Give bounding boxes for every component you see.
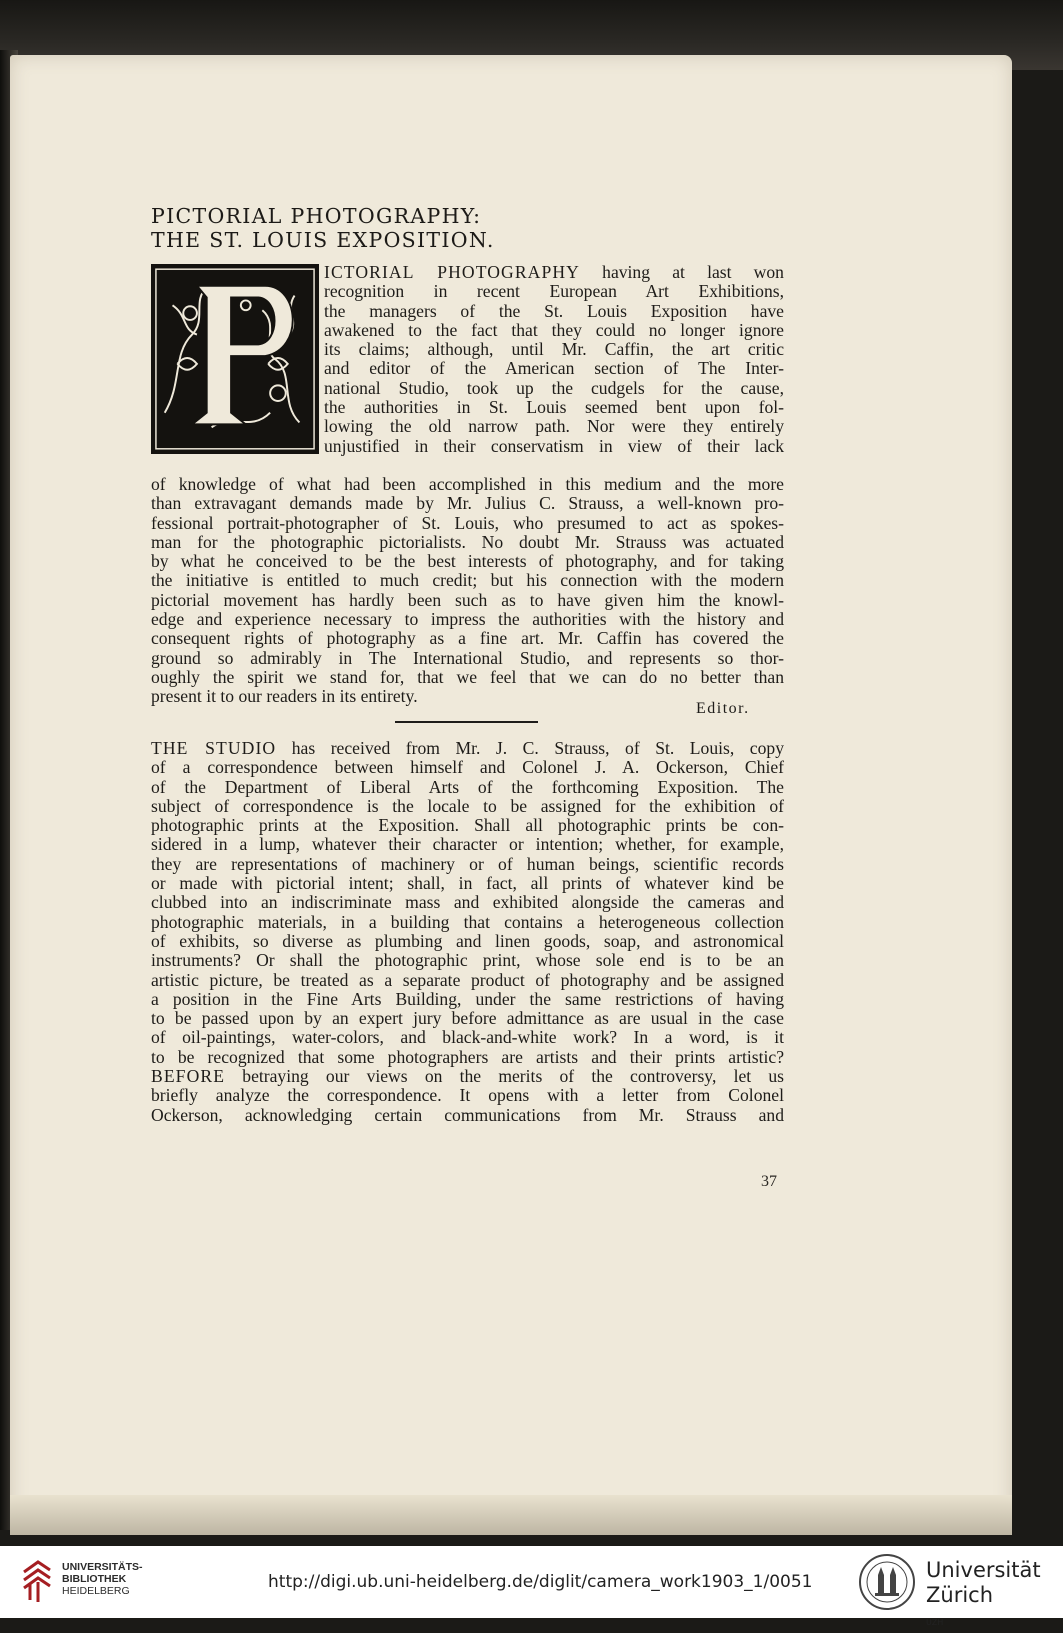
- uzh-abbrev: UZH: [926, 1618, 944, 1627]
- body-line: they are representations of machinery or of human beings, scientific records: [151, 853, 784, 874]
- body-line: briefly analyze the correspondence. It opens with a letter from Colonel: [151, 1085, 784, 1106]
- uzh-seal-icon: [858, 1553, 916, 1611]
- uzh-line1: Universität: [926, 1558, 1041, 1582]
- uzh-line2: Zürich: [926, 1583, 994, 1607]
- intro-full-line: consequent rights of photography as a fine art. Mr. Caffin has covered the: [151, 628, 784, 649]
- intro-full-line: present it to our readers in its entirety.: [151, 686, 418, 707]
- body2-lead-small-caps: BEFORE: [151, 1066, 226, 1087]
- body-line: of the Department of Liberal Arts of the forthcoming Exposition. The: [151, 776, 784, 797]
- intro-paragraph-full: [151, 475, 784, 707]
- body-line: to be recognized that some photographers are artists and their prints artistic?: [151, 1046, 784, 1067]
- intro-full-line: ground so admirably in The International Studio, and represents so thor-: [151, 647, 784, 668]
- intro-line: and editor of the American section of The Inter-: [324, 358, 784, 379]
- intro-line: the authorities in St. Louis seemed bent upon fol-: [324, 397, 784, 418]
- intro-line-text: having at last won: [579, 262, 784, 282]
- intro-full-line: fessional portrait-photographer of St. Louis, who presumed to act as spokes-: [151, 512, 784, 533]
- ornamental-dropcap-p-icon: [153, 266, 317, 452]
- body-line: artistic picture, be treated as a separate product of photography and be assigned: [151, 969, 784, 990]
- permalink-url[interactable]: http://digi.ub.uni-heidelberg.de/diglit/camera_work1903_1/0051: [268, 1572, 813, 1592]
- body-line: to be passed upon by an expert jury before admittance as are usual in the case: [151, 1008, 784, 1029]
- uzh-name: [926, 1558, 1041, 1633]
- body-line: instruments? Or shall the photographic print, whose sole end is to be an: [151, 950, 784, 971]
- body-line: photographic materials, in a building that contains a heterogeneous collection: [151, 911, 784, 932]
- title-line-1: PICTORIAL PHOTOGRAPHY:: [151, 204, 482, 228]
- body-line: of exhibits, so diverse as plumbing and linen goods, soap, and astronomical: [151, 930, 784, 951]
- body-line: or made with pictorial intent; shall, in fact, all prints of whatever kind be: [151, 873, 784, 894]
- body-paragraph: [151, 739, 784, 1125]
- viewer-footer: [0, 1546, 1063, 1627]
- body-line: Ockerson, acknowledging certain communications from Mr. Strauss and: [151, 1104, 784, 1125]
- section-divider: [395, 721, 538, 723]
- body-line: [151, 1067, 784, 1086]
- body-line-text: has received from Mr. J. C. Strauss, of St. Louis, copy: [276, 738, 784, 758]
- intro-full-line: pictorial movement has hardly been such as to have given him the knowl-: [151, 589, 784, 610]
- ub-heidelberg-name: [62, 1561, 143, 1597]
- intro-full-line: edge and experience necessary to impress the authorities with the history and: [151, 609, 784, 630]
- body-line: subject of correspondence is the locale to be assigned for the exhibition of: [151, 795, 784, 816]
- body-line: of oil-paintings, water-colors, and black-and-white work? In a word, is it: [151, 1027, 784, 1048]
- body-line: a position in the Fine Arts Building, under the same restrictions of having: [151, 988, 784, 1009]
- ornamental-dropcap: [151, 264, 319, 454]
- body-line: sidered in a lump, whatever their character or intention; whether, for example,: [151, 834, 784, 855]
- intro-full-line: by what he conceived to be the best interests of photography, and for taking: [151, 551, 784, 572]
- intro-line: [324, 263, 784, 282]
- intro-full-line: than extravagant demands made by Mr. Julius C. Strauss, a well-known pro-: [151, 493, 784, 514]
- intro-full-line: oughly the spirit we stand for, that we feel that we can do no better than: [151, 666, 784, 687]
- body-line-text: betraying our views on the merits of the controversy, let us: [225, 1066, 784, 1087]
- ub-name-line1: UNIVERSITÄTS-: [62, 1561, 143, 1573]
- page-number: 37: [761, 1173, 777, 1190]
- intro-lead-small-caps: ICTORIAL PHOTOGRAPHY: [324, 262, 580, 282]
- ub-name-line3: HEIDELBERG: [62, 1585, 130, 1597]
- editor-signature: Editor.: [696, 700, 750, 717]
- ub-heidelberg-logo-icon: [20, 1558, 54, 1604]
- body-line: of a correspondence between himself and Colonel J. A. Ockerson, Chief: [151, 757, 784, 778]
- intro-line: awakened to the fact that they could no longer ignore: [324, 319, 784, 340]
- intro-line: national Studio, took up the cudgels for the cause,: [324, 377, 784, 398]
- body-lead-small-caps: THE STUDIO: [151, 738, 277, 758]
- intro-line: recognition in recent European Art Exhibitions,: [324, 281, 784, 302]
- intro-line: its claims; although, until Mr. Caffin, the art critic: [324, 339, 784, 360]
- intro-line: the managers of the St. Louis Exposition have: [324, 300, 784, 321]
- intro-paragraph-indented: [324, 263, 784, 456]
- intro-full-line: of knowledge of what had been accomplished in this medium and the more: [151, 474, 784, 494]
- title-line-2: THE ST. LOUIS EXPOSITION.: [151, 228, 495, 252]
- intro-full-line: man for the photographic pictorialists. No doubt Mr. Strauss was actuated: [151, 531, 784, 552]
- article-title: [151, 204, 495, 252]
- intro-full-line: the initiative is entitled to much credit; but his connection with the modern: [151, 570, 784, 591]
- intro-line: unjustified in their conservatism in view of their lack: [324, 435, 784, 456]
- uzh-line2-wrap: [926, 1583, 1041, 1633]
- body-line: clubbed into an indiscriminate mass and exhibited alongside the cameras and: [151, 892, 784, 913]
- ub-name-line2: BIBLIOTHEK: [62, 1573, 127, 1585]
- body-line: [151, 739, 784, 758]
- page-bottom-edge: [10, 1495, 1012, 1535]
- intro-line: lowing the old narrow path. Nor were they entirely: [324, 416, 784, 437]
- body-line: photographic prints at the Exposition. Shall all photographic prints be con-: [151, 815, 784, 836]
